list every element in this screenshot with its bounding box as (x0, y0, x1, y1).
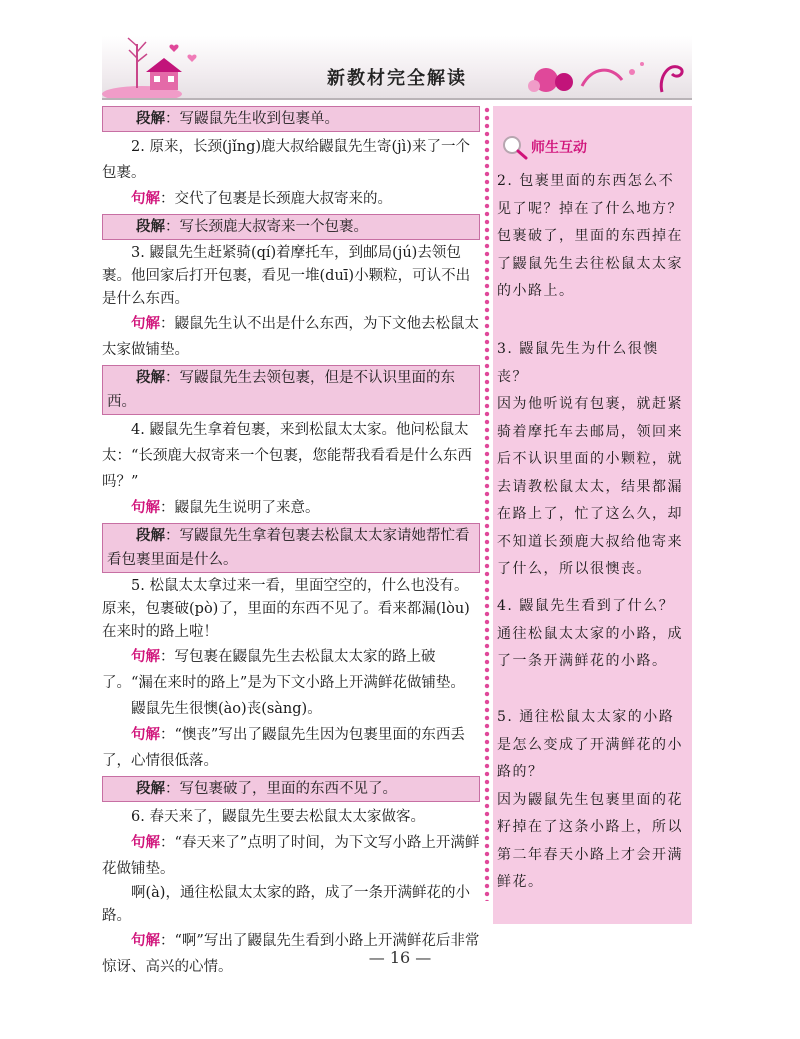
question-text: 2. 包裹里面的东西怎么不见了呢？掉在了什么地方？ (497, 173, 683, 217)
note-tag: 句解 (131, 316, 160, 332)
answer-text: 因为他听说有包裹，就赶紧骑着摩托车去邮局，领回来后不认识里面的小颗粒，就去请教松鼠太太，结果都漏在路上了，忙了这么久，却不知道长颈鹿大叔给他寄来了什么，所以很懊丧。 (497, 396, 683, 577)
flower-swirl-decoration-icon (512, 42, 692, 98)
sentence-note: 句解：“懊丧”写出了鼹鼠先生因为包裹里面的东西丢了，心情很低落。 (102, 727, 465, 769)
text-paragraph-6: 6. 春天来了，鼹鼠先生要去松鼠太太家做客。 (131, 809, 425, 825)
sentence-note: 句解：鼹鼠先生说明了来意。 (131, 500, 320, 516)
paragraph-summary-box: 段解：写鼹鼠先生收到包裹单。 (102, 106, 480, 132)
question-text: 4. 鼹鼠先生看到了什么？ (497, 598, 675, 614)
paragraph-summary-box: 段解：写包裹破了，里面的东西不见了。 (102, 776, 480, 802)
qa-item (497, 704, 689, 897)
answer-text: 因为鼹鼠先生包裹里面的花籽掉在了这条小路上，所以第二年春天小路上才会开满鲜花。 (497, 791, 683, 890)
sentence-note: 句解：交代了包裹是长颈鹿大叔寄来的。 (131, 191, 392, 207)
summary-tag: 段解 (136, 111, 165, 127)
note-text: 写包裹在鼹鼠先生去松鼠太太家的路上破了。“漏在来时的路上”是为下文小路上开满鲜花做铺垫。 (102, 649, 465, 691)
summary-tag: 段解 (136, 219, 165, 235)
question-text: 3. 鼹鼠先生为什么很懊丧？ (497, 341, 659, 385)
page-number: — 16 — (368, 948, 432, 967)
sentence-note: 句解：“春天来了”点明了时间，为下文写小路上开满鲜花做铺垫。 (102, 835, 480, 877)
note-text: 鼹鼠先生说明了来意。 (174, 500, 320, 516)
qa-item (497, 168, 689, 306)
text-paragraph-2: 2. 原来，长颈(jǐng)鹿大叔给鼹鼠先生寄(jì)来了一个包裹。 (102, 139, 470, 181)
sentence-note: 句解：“啊”写出了鼹鼠先生看到小路上开满鲜花后非常惊讶、高兴的心情。 (102, 933, 480, 975)
dotted-divider (483, 106, 491, 901)
magnifier-icon (501, 134, 529, 160)
text-paragraph-4: 4. 鼹鼠先生拿着包裹，来到松鼠太太家。他问松鼠太太：“长颈鹿大叔寄来一个包裹，您能帮我看看是什么东西吗？” (102, 422, 472, 490)
paragraph-summary-box: 段解：写鼹鼠先生拿着包裹去松鼠太太家请她帮忙看看包裹里面是什么。 (102, 523, 480, 573)
note-tag: 句解 (131, 191, 160, 207)
summary-tag: 段解 (136, 781, 165, 797)
note-text: “懊丧”写出了鼹鼠先生因为包裹里面的东西丢了，心情很低落。 (102, 727, 465, 769)
main-column (102, 104, 480, 980)
summary-text: 写包裹破了，里面的东西不见了。 (179, 781, 397, 797)
text-paragraph-5b: 鼹鼠先生很懊(ào)丧(sàng)。 (131, 701, 322, 717)
sidebar-header (499, 132, 684, 162)
note-text: 鼹鼠先生认不出是什么东西，为下文他去松鼠太太家做铺垫。 (102, 316, 479, 358)
note-tag: 句解 (131, 500, 160, 516)
note-text: 交代了包裹是长颈鹿大叔寄来的。 (174, 191, 392, 207)
sentence-note: 句解：写包裹在鼹鼠先生去松鼠太太家的路上破了。“漏在来时的路上”是为下文小路上开满鲜花做铺垫。 (102, 649, 465, 691)
answer-text: 通往松鼠太太家的小路，成了一条开满鲜花的小路。 (497, 625, 683, 669)
qa-item (497, 336, 689, 584)
summary-tag: 段解 (136, 370, 165, 386)
note-text: “春天来了”点明了时间，为下文写小路上开满鲜花做铺垫。 (102, 835, 480, 877)
paragraph-summary-box: 段解：写鼹鼠先生去领包裹，但是不认识里面的东西。 (102, 365, 480, 415)
sentence-note: 句解：鼹鼠先生认不出是什么东西，为下文他去松鼠太太家做铺垫。 (102, 316, 479, 358)
header-title: 新教材完全解读 (327, 68, 467, 89)
text-paragraph-6b: 啊(à)，通往松鼠太太家的路，成了一条开满鲜花的小路。 (102, 885, 470, 924)
note-tag: 句解 (131, 835, 160, 851)
note-tag: 句解 (131, 933, 160, 949)
note-text: “啊”写出了鼹鼠先生看到小路上开满鲜花后非常惊讶、高兴的心情。 (102, 933, 480, 975)
summary-tag: 段解 (136, 528, 165, 544)
summary-text: 写长颈鹿大叔寄来一个包裹。 (179, 219, 368, 235)
paragraph-summary-box: 段解：写长颈鹿大叔寄来一个包裹。 (102, 214, 480, 240)
summary-text: 写鼹鼠先生收到包裹单。 (179, 111, 339, 127)
qa-item (497, 593, 689, 676)
text-paragraph-5: 5. 松鼠太太拿过来一看，里面空空的，什么也没有。原来，包裹破(pò)了，里面的东西不见了。看来都漏(lòu)在来时的路上啦！ (102, 578, 470, 640)
note-tag: 句解 (131, 727, 160, 743)
summary-text: 写鼹鼠先生去领包裹，但是不认识里面的东西。 (107, 370, 455, 410)
note-tag: 句解 (131, 649, 160, 665)
text-paragraph-3: 3. 鼹鼠先生赶紧骑(qí)着摩托车，到邮局(jú)去领包裹。他回家后打开包裹，看见一堆(duī)小颗粒，可认不出是什么东西。 (102, 245, 471, 307)
sidebar-title: 师生互动 (531, 140, 587, 156)
summary-text: 写鼹鼠先生拿着包裹去松鼠太太家请她帮忙看看包裹里面是什么。 (107, 528, 470, 568)
teacher-student-sidebar (493, 106, 692, 924)
page-header (102, 36, 692, 100)
question-text: 5. 通往松鼠太太家的小路是怎么变成了开满鲜花的小路的？ (497, 709, 683, 780)
answer-text: 包裹破了，里面的东西掉在了鼹鼠先生去往松鼠太太家的小路上。 (497, 228, 683, 299)
